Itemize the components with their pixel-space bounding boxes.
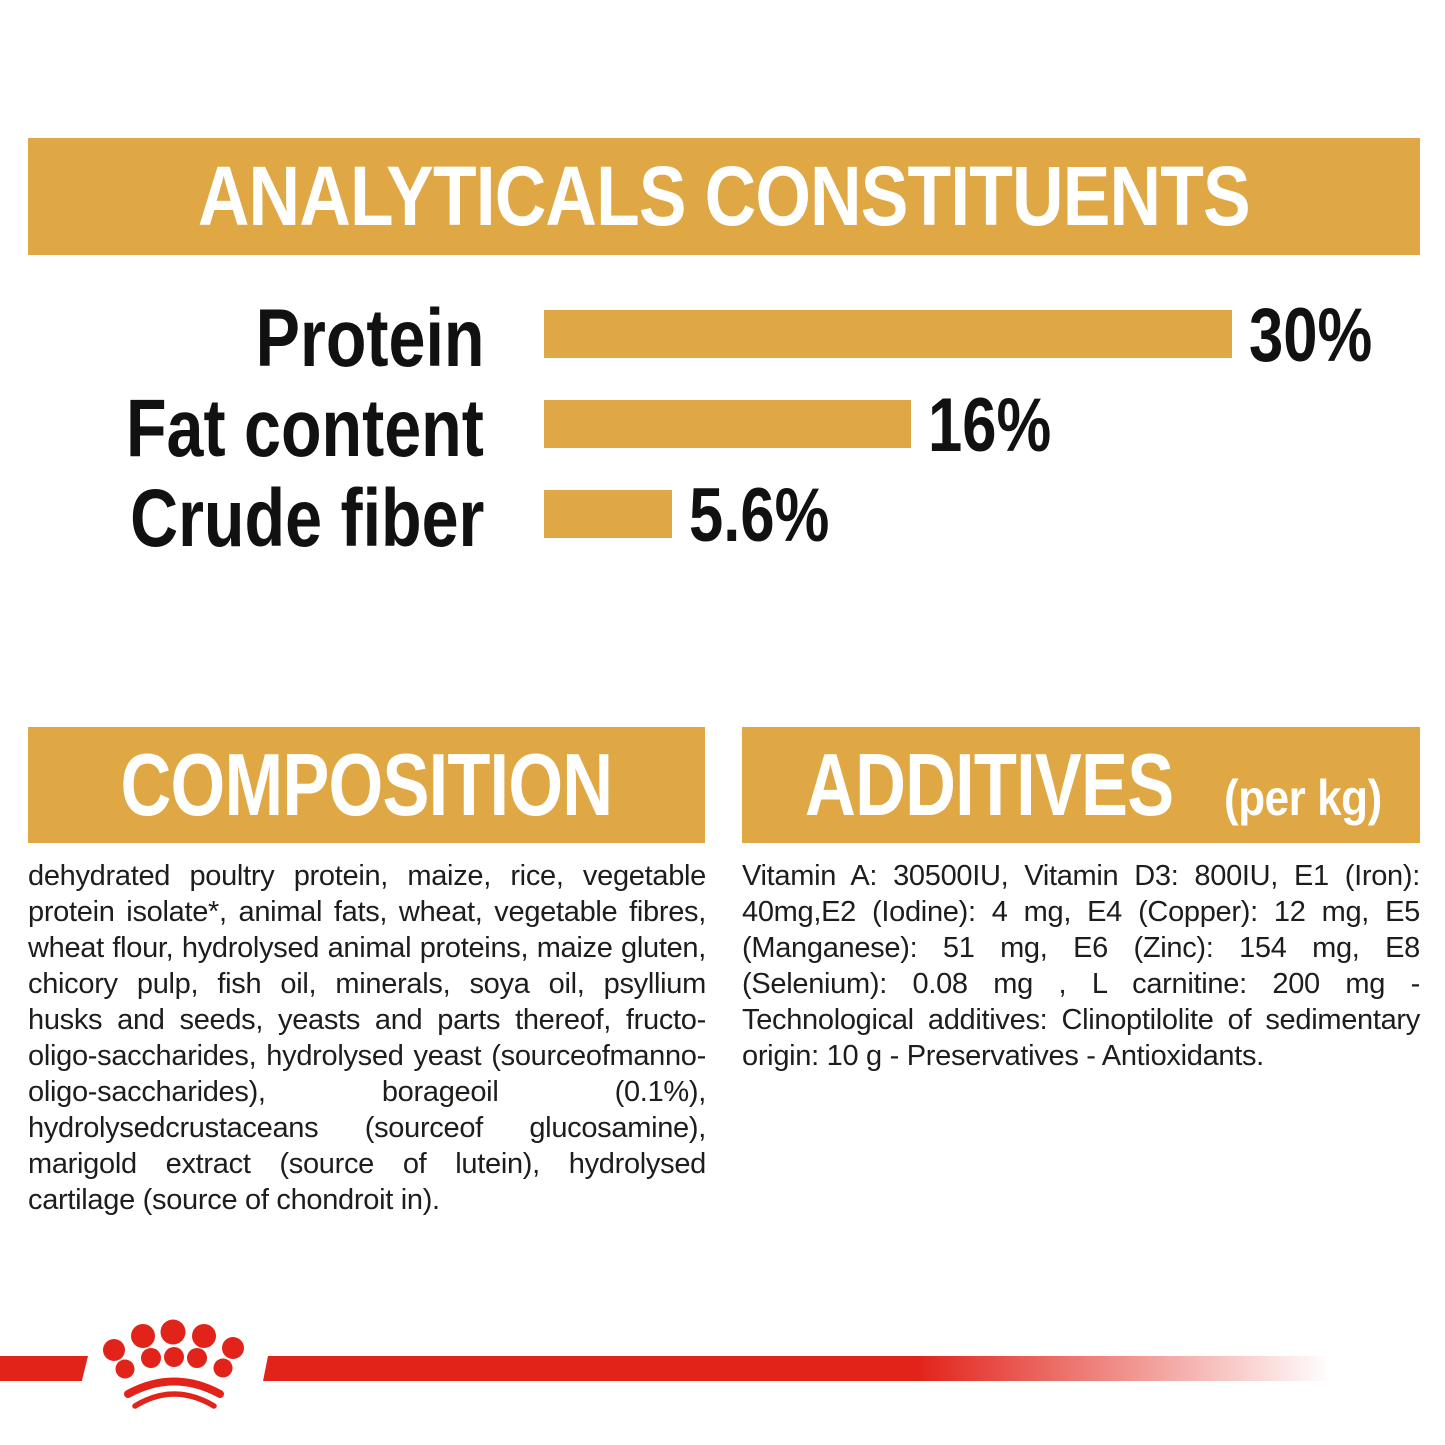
additives-body: Vitamin A: 30500IU, Vitamin D3: 800IU, E1 (Iron): 40mg,E2 (Iodine): 4 mg, E4 (Copper): 12 mg, E5 (Manganese): 51 mg, E6 (Zinc): 154 mg, E8 (Selenium): 0.08 mg , L carnitine: 200 mg - Technological additives: Clinoptilolite of sedimentary origin: 10 g - Preservatives - Antioxidants.: [742, 860, 1420, 1072]
banner-title: ANALYTICALS CONSTITUENTS: [198, 149, 1250, 243]
bar-value-label: 16%: [928, 383, 1052, 468]
chart-row: [0, 473, 1445, 564]
royal-canin-crown-icon: [90, 1318, 270, 1413]
composition-header-label: COMPOSITION: [120, 735, 613, 834]
bar-value-label: 5.6%: [689, 473, 830, 558]
composition-body: dehydrated poultry protein, maize, rice, vegetable protein isolate*, animal fats, wheat, vegetable fibres, wheat flour, hydrolysed animal proteins, maize gluten, chicory pulp, fish oil, minerals, soya oil, psyllium husks and seeds, yeasts and parts thereof, fructo-oligo-saccharides, hydrolysed yeast (sourceofmanno-oligo-saccharides), borageoil (0.1%), hydrolysedcrustaceans (sourceof glucosamine), marigold extract (source of lutein), hydrolysed cartilage (source of chondroit in).: [28, 860, 706, 1216]
analytical-constituents-banner: [28, 138, 1420, 255]
chart-row: [0, 383, 1445, 474]
bar-category-label: Fat content: [126, 383, 484, 474]
composition-header: [28, 727, 705, 843]
bar: [544, 400, 911, 448]
additives-header-suffix: (per kg): [1223, 770, 1382, 826]
additives-header-label: ADDITIVES: [805, 735, 1174, 834]
bar: [544, 490, 672, 538]
bar-category-label: Protein: [255, 293, 484, 384]
bar-value-label: 30%: [1249, 293, 1373, 378]
red-stripe-right: [263, 1356, 1353, 1381]
red-stripe-left: [0, 1356, 88, 1381]
additives-header: [742, 727, 1420, 843]
bar-category-label: Crude fiber: [129, 473, 484, 564]
chart-row: [0, 293, 1445, 384]
bar: [544, 310, 1232, 358]
